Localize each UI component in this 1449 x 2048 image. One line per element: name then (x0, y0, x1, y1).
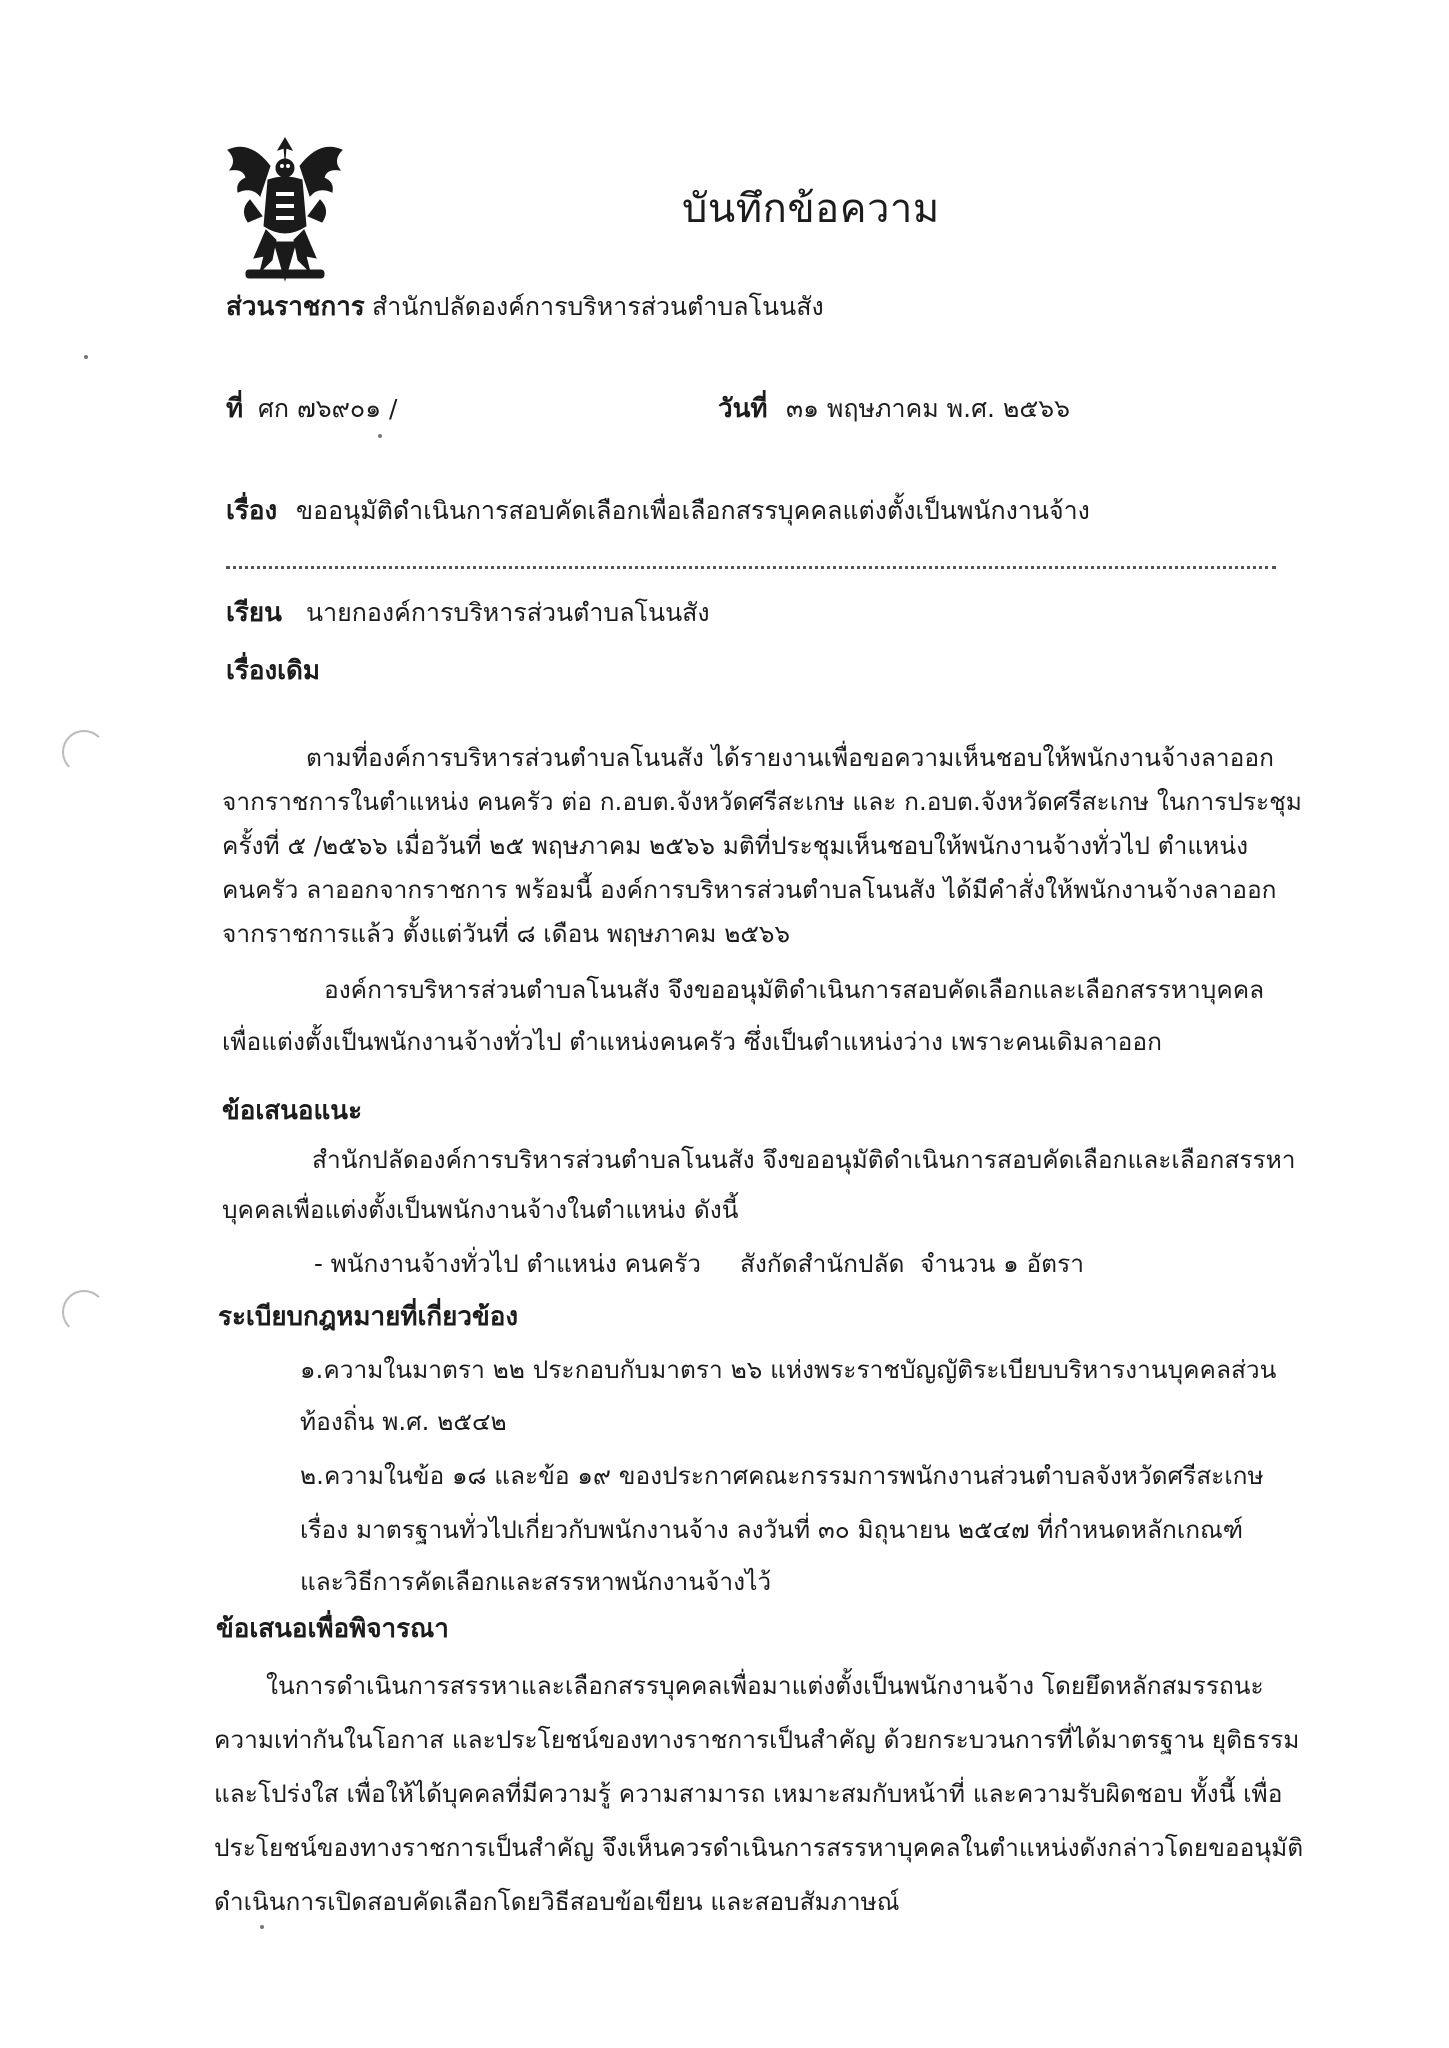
subject-label: เรื่อง (226, 496, 278, 526)
proposal-heading: ข้อเสนอเพื่อพิจารณา (216, 1614, 449, 1644)
punch-hole-mark (62, 730, 106, 774)
ref-label: ที่ (226, 394, 244, 424)
regulation-line: ท้องถิ่น พ.ศ. ๒๕๔๒ (300, 1407, 507, 1436)
recommendation-line: - พนักงานจ้างทั่วไป ตำแหน่ง คนครัว สังกัดสำนักปลัด จำนวน ๑ อัตรา (314, 1249, 1085, 1278)
background-line: คนครัว ลาออกจากราชการ พร้อมนี้ องค์การบริหารส่วนตำบลโนนสัง ได้มีคำสั่งให้พนักงานจ้างลาออก (222, 875, 1277, 904)
punch-hole-mark (62, 1290, 106, 1334)
regulation-line: เรื่อง มาตรฐานทั่วไปเกี่ยวกับพนักงานจ้าง ลงวันที่ ๓๐ มิถุนายน ๒๕๔๗ ที่กำหนดหลักเกณฑ์ (300, 1515, 1244, 1544)
proposal-line: ความเท่ากันในโอกาส และประโยชน์ของทางราชการเป็นสำคัญ ด้วยกระบวนการที่ได้มาตรฐาน ยุติธรรม (214, 1725, 1300, 1754)
proposal-line: ประโยชน์ของทางราชการเป็นสำคัญ จึงเห็นควรดำเนินการสรรหาบุคคลในตำแหน่งดังกล่าวโดยขออนุมัติ (214, 1833, 1304, 1862)
to-value: นายกองค์การบริหารส่วนตำบลโนนสัง (306, 598, 710, 627)
background-line: เพื่อแต่งตั้งเป็นพนักงานจ้างทั่วไป ตำแหน่งคนครัว ซึ่งเป็นตำแหน่งว่าง เพราะคนเดิมลาออก (222, 1027, 1162, 1056)
proposal-line: ดำเนินการเปิดสอบคัดเลือกโดยวิธีสอบข้อเขียน และสอบสัมภาษณ์ (214, 1887, 900, 1916)
to-label: เรียน (226, 598, 282, 628)
recommendation-line: สำนักปลัดองค์การบริหารส่วนตำบลโนนสัง จึงขออนุมัติดำเนินการสอบคัดเลือกและเลือกสรรหา (312, 1145, 1296, 1174)
dotted-divider (226, 566, 1276, 569)
proposal-line: และโปร่งใส เพื่อให้ได้บุคคลที่มีความรู้ ความสามารถ เหมาะสมกับหน้าที่ และความรับผิดชอบ ทั้งนี้ เพื่อ (214, 1779, 1283, 1808)
garuda-emblem-icon (210, 130, 360, 290)
subject-value: ขออนุมัติดำเนินการสอบคัดเลือกเพื่อเลือกสรรบุคคลแต่งตั้งเป็นพนักงานจ้าง (296, 496, 1090, 525)
recommendation-line: บุคคลเพื่อแต่งตั้งเป็นพนักงานจ้างในตำแหน่ง ดังนี้ (222, 1195, 739, 1224)
background-heading: เรื่องเดิม (226, 656, 321, 686)
date-value: ๓๑ พฤษภาคม พ.ศ. ๒๕๖๖ (786, 394, 1070, 423)
recommendation-heading: ข้อเสนอแนะ (222, 1096, 363, 1126)
regulation-line: ๒.ความในข้อ ๑๘ และข้อ ๑๙ ของประกาศคณะกรรมการพนักงานส่วนตำบลจังหวัดศรีสะเกษ (300, 1461, 1264, 1490)
scan-speck (378, 434, 382, 438)
background-line: ตามที่องค์การบริหารส่วนตำบลโนนสัง ได้รายงานเพื่อขอความเห็นชอบให้พนักงานจ้างลาออก (306, 743, 1274, 772)
background-line: ครั้งที่ ๕ /๒๕๖๖ เมื่อวันที่ ๒๕ พฤษภาคม ๒๕๖๖ มติที่ประชุมเห็นชอบให้พนักงานจ้างทั่วไป ตำแหน่ง (222, 831, 1249, 860)
date-label: วันที่ (718, 394, 768, 424)
background-line: องค์การบริหารส่วนตำบลโนนสัง จึงขออนุมัติดำเนินการสอบคัดเลือกและเลือกสรรหาบุคคล (324, 975, 1265, 1004)
ref-value: ศก ๗๖๙๐๑ / (258, 394, 398, 423)
scan-speck (84, 355, 88, 359)
memo-title: บันทึกข้อความ (682, 186, 940, 232)
agency-label: ส่วนราชการ (226, 292, 365, 322)
agency-value: สำนักปลัดองค์การบริหารส่วนตำบลโนนสัง (372, 292, 824, 321)
proposal-line: ในการดำเนินการสรรหาและเลือกสรรบุคคลเพื่อมาแต่งตั้งเป็นพนักงานจ้าง โดยยึดหลักสมรรถนะ (266, 1671, 1264, 1700)
regulations-heading: ระเบียบกฎหมายที่เกี่ยวข้อง (218, 1302, 519, 1332)
scan-speck (260, 1925, 264, 1929)
regulation-line: และวิธีการคัดเลือกและสรรหาพนักงานจ้างไว้ (300, 1567, 772, 1596)
regulation-line: ๑.ความในมาตรา ๒๒ ประกอบกับมาตรา ๒๖ แห่งพระราชบัญญัติระเบียบบริหารงานบุคคลส่วน (300, 1355, 1277, 1384)
background-line: จากราชการในตำแหน่ง คนครัว ต่อ ก.อบต.จังหวัดศรีสะเกษ และ ก.อบต.จังหวัดศรีสะเกษ ในการประชุม (222, 787, 1302, 816)
background-line: จากราชการแล้ว ตั้งแต่วันที่ ๘ เดือน พฤษภาคม ๒๕๖๖ (222, 919, 790, 948)
